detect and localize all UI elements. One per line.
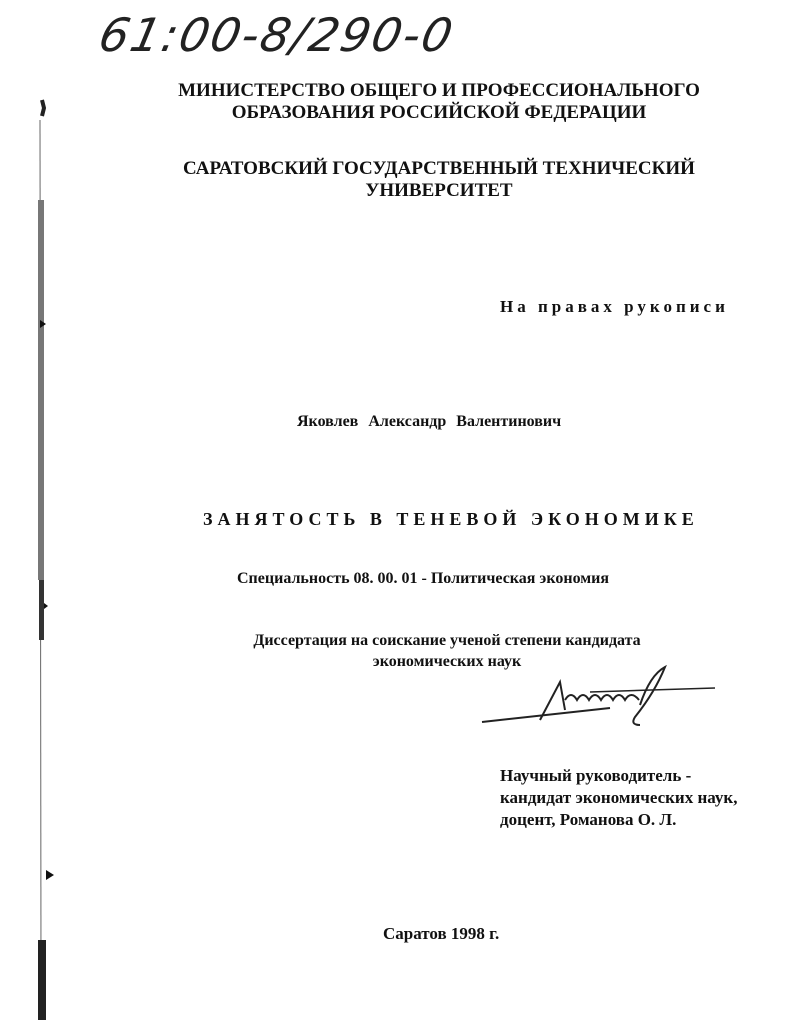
ministry-line-2: ОБРАЗОВАНИЯ РОССИЙСКОЙ ФЕДЕРАЦИИ [231,102,647,123]
university-line-2: УНИВЕРСИТЕТ [365,180,513,201]
scan-edge-marks [30,80,60,1028]
ministry-line-1: МИНИСТЕРСТВО ОБЩЕГО И ПРОФЕССИОНАЛЬНОГО [178,80,700,101]
degree-line-1: Диссертация на соискание ученой степени кандидата [253,632,641,649]
signature-icon [470,650,730,740]
manuscript-rights: На правах рукописи [500,297,729,316]
dissertation-title: ЗАНЯТОСТЬ В ТЕНЕВОЙ ЭКОНОМИКЕ [203,509,699,529]
advisor-line-1: Научный руководитель - [500,766,692,785]
advisor-line-3: доцент, Романова О. Л. [500,810,677,829]
city-year: Саратов 1998 г. [383,924,500,943]
specialty: Специальность 08. 00. 01 - Политическая экономия [237,570,610,587]
ministry-heading [0,80,798,124]
author-name: Яковлев Александр Валентинович [297,413,562,430]
handwritten-code: 61:00-8/290-0 [94,8,460,62]
advisor-line-2: кандидат экономических наук, [500,788,738,807]
scientific-advisor [500,765,737,831]
university-heading [0,158,798,202]
university-line-1: САРАТОВСКИЙ ГОСУДАРСТВЕННЫЙ ТЕХНИЧЕСКИЙ [183,158,695,179]
degree-line-2: экономических наук [372,653,522,670]
